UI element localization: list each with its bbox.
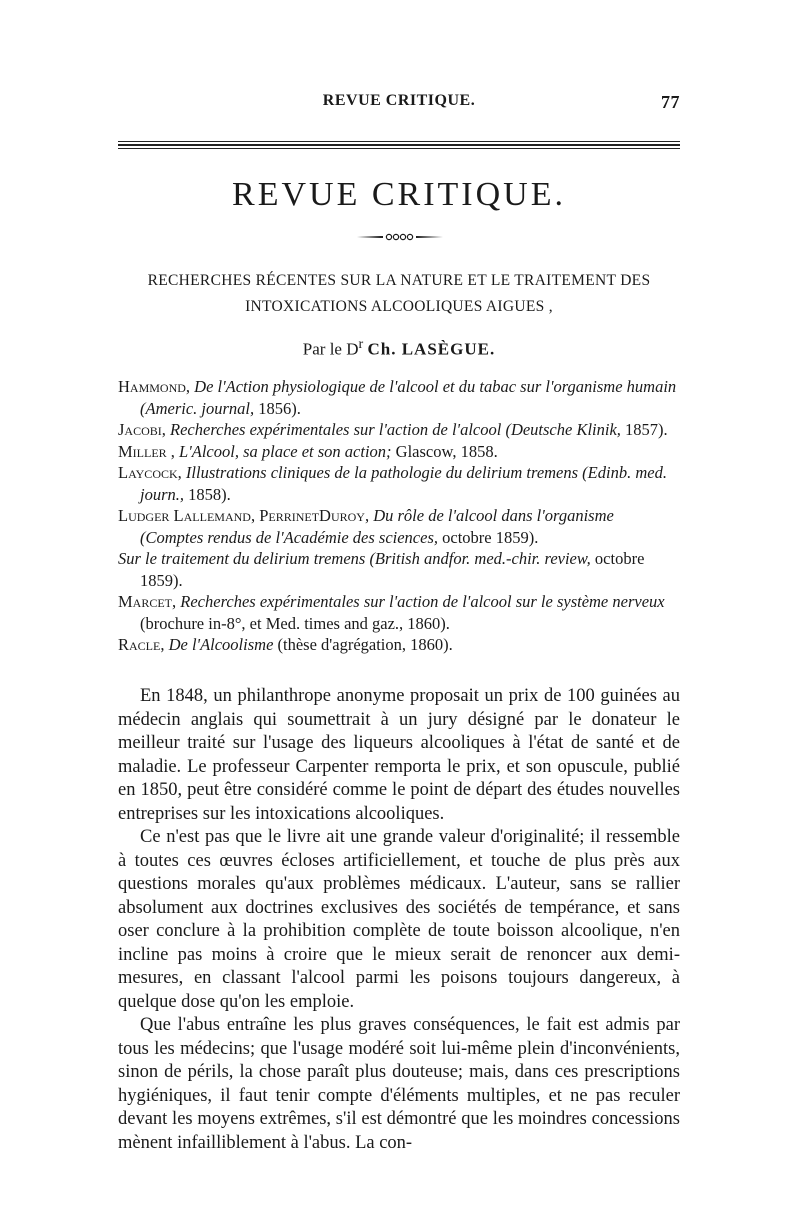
author-line bbox=[118, 336, 680, 360]
bibliography-entry: Marcet, Recherches expérimentales sur l'action de l'alcool sur le système nerveux (brochure in-8°, et Med. times and gaz., 1860). bbox=[118, 592, 665, 633]
entry-author: Ludger Lallemand, PerrinetDuroy bbox=[118, 506, 365, 525]
entry-details: (thèse d'agrégation, 1860). bbox=[273, 635, 453, 654]
bibliography-entry: Laycock, Illustrations cliniques de la pathologie du delirium tremens (Edinb. med. journ., 1858). bbox=[118, 463, 667, 504]
article-title bbox=[118, 268, 680, 320]
bibliography-entry: Racle, De l'Alcoolisme (thèse d'agrégation, 1860). bbox=[118, 635, 453, 654]
main-title: REVUE CRITIQUE. bbox=[232, 176, 566, 213]
entry-author: Miller bbox=[118, 441, 167, 461]
entry-title: De l'Action physiologique de l'alcool et du tabac sur l'organisme humain ( bbox=[140, 377, 677, 418]
bibliography-entry bbox=[118, 548, 680, 591]
entry-details: 1856). bbox=[254, 398, 301, 418]
bibliography-entry: Hammond, De l'Action physiologique de l'alcool et du tabac sur l'organisme humain (Americ. journal, 1856). bbox=[118, 377, 677, 418]
entry-details: Glascow, 1858. bbox=[391, 441, 498, 461]
entry-author: Laycock bbox=[118, 463, 178, 482]
bibliography-entry: Ludger Lallemand, PerrinetDuroy, Du rôle de l'alcool dans l'organisme (Comptes rendus de l'Académie des sciences, octobre 1859). bbox=[118, 506, 614, 547]
entry-details: 1857). bbox=[620, 420, 668, 439]
paragraph: Que l'abus entraîne les plus graves conséquences, le fait est admis par tous les médecins; que l'usage modéré soit lui-même plein d'inconvénients, sinon de périls, la chose paraît plus douteuse; mais, dans ces prescriptions hygiéniques, il faut tenir compte d'éléments multiples, et ne pas reculer devant les moyens extrêmes, s'il est démontré que les moindres concessions mènent infailliblement à l'abus. La con- bbox=[118, 1015, 680, 1153]
body-text bbox=[118, 685, 680, 1155]
entry-author: Marcet bbox=[118, 592, 173, 611]
paragraph: En 1848, un philanthrope anonyme proposait un prix de 100 guinées au médecin anglais qui soumettrait à un jury désigné par le donateur le meilleur traité sur l'usage des liqueurs alcooliques à l'état de santé et de maladie. Le professeur Carpenter remporta le prix, et son opuscule, publié en 1850, peut être considéré comme le point de départ des études nouvelles entreprises sur les intoxications alcooliques. bbox=[118, 686, 680, 824]
article-title-line-1: RECHERCHES RÉCENTES SUR LA NATURE ET LE TRAITEMENT DES bbox=[147, 272, 651, 289]
bibliography-entry: Miller , L'Alcool, sa place et son action; Glascow, 1858. bbox=[118, 441, 498, 461]
author-prefix: Par le D bbox=[302, 339, 359, 359]
entry-title: L'Alcool, sa place et son action; bbox=[179, 441, 392, 461]
entry-title: Illustrations cliniques de la pathologie du delirium tremens (Edinb. med. journ., bbox=[140, 463, 667, 504]
entry-title: Sur le traitement du delirium tremens (British andfor. med.-chir. review, bbox=[118, 549, 591, 568]
author-name: Ch. LASÈGUE. bbox=[367, 339, 496, 359]
paragraph: Ce n'est pas que le livre ait une grande valeur d'originalité; il ressemble à toutes ces œuvres écloses artificiellement, et touche de plus près aux questions morales qu'aux problèmes médicaux. L'auteur, sans se rallier absolument aux doctrines exclusives des sociétés de tempérance, et sans oser conclure à la prohibition complète de toute boisson alcoolique, n'en incline pas moins à croire que le mieux serait de renoncer aux demi-mesures, en classant l'alcool parmi les poisons toujours dangereux, à quelque dose qu'on les emploie. bbox=[118, 827, 680, 1012]
entry-title: Du rôle de l'alcool dans l'organisme (Comptes rendus de l'Académie des sciences, bbox=[140, 506, 614, 547]
entry-author: Jacobi bbox=[118, 420, 162, 439]
entry-title: Recherches expérimentales sur l'action de l'alcool (Deutsche Klinik, bbox=[170, 420, 621, 439]
author-sup: r bbox=[358, 336, 364, 352]
entry-title: De l'Alcoolisme bbox=[168, 635, 274, 654]
bibliography bbox=[118, 376, 680, 656]
entry-author: Racle bbox=[118, 635, 161, 654]
page-number: 77 bbox=[661, 92, 680, 112]
entry-author: Hammond bbox=[118, 377, 186, 396]
running-head bbox=[118, 92, 680, 118]
entry-details: octobre 1859). bbox=[438, 527, 539, 547]
entry-details: (brochure in-8°, et Med. times and gaz., 1860). bbox=[140, 613, 450, 633]
entry-details: 1858). bbox=[184, 484, 231, 504]
bibliography-entry: Jacobi, Recherches expérimentales sur l'action de l'alcool (Deutsche Klinik, 1857). bbox=[118, 420, 668, 439]
entry-details: octobre 1859). bbox=[140, 549, 645, 590]
ornament-divider bbox=[355, 231, 445, 243]
entry-title: Recherches expérimentales sur l'action de l'alcool sur le système nerveux bbox=[180, 592, 665, 611]
article-title-line-2: INTOXICATIONS ALCOOLIQUES AIGUES , bbox=[245, 298, 553, 315]
header-rule bbox=[118, 141, 680, 149]
running-head-title: REVUE CRITIQUE. bbox=[322, 92, 476, 109]
